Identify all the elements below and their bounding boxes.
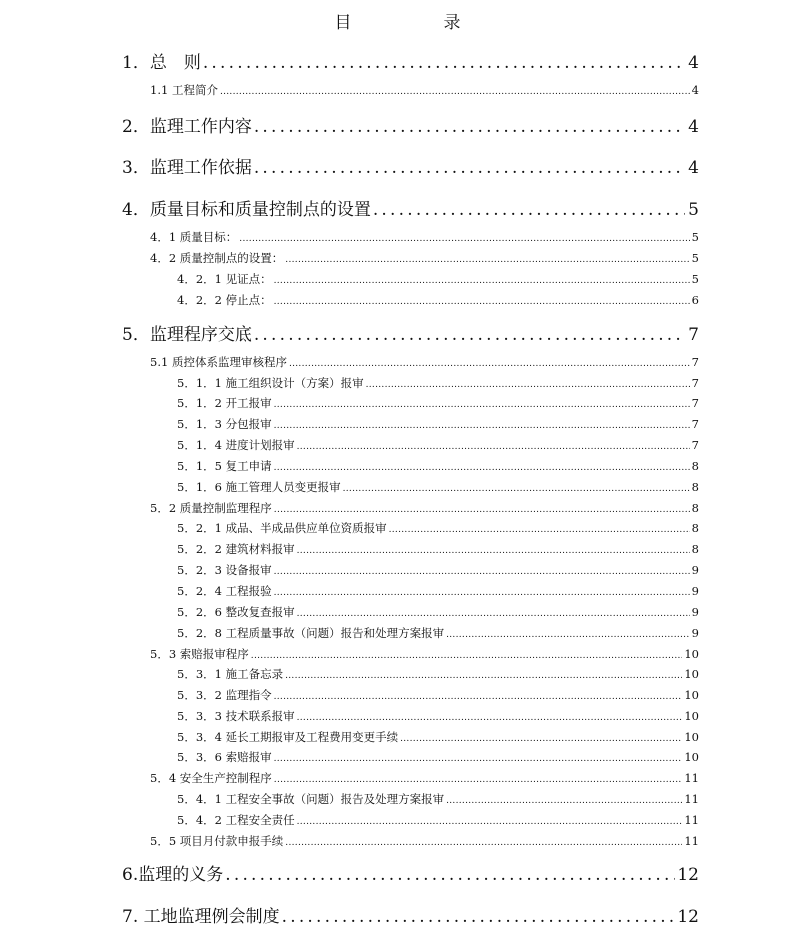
toc-entry-5-1[interactable] (150, 354, 699, 370)
toc-entry-1[interactable] (122, 48, 699, 72)
toc-entry-page: 10 (684, 667, 699, 681)
toc-entry-page: 11 (684, 813, 699, 827)
leader-dots (274, 775, 683, 785)
toc-entry-label: 5．3 索赔报审程序 (150, 647, 249, 661)
leader-dots (254, 158, 685, 178)
toc-entry-5-2-6[interactable] (177, 604, 699, 620)
toc-entry-label: 5．2．2 建筑材料报审 (177, 542, 295, 556)
toc-entry-label: 5．5 项目月付款申报手续 (150, 834, 284, 848)
toc-entry-5-2-4[interactable] (177, 583, 699, 599)
toc-entry-label: 5．3．2 监理指令 (177, 688, 272, 702)
toc-entry-page: 10 (684, 709, 699, 723)
toc-entry-label: 4．1 质量目标： (150, 230, 238, 244)
leader-dots (274, 567, 690, 577)
leader-dots (254, 325, 685, 345)
leader-dots (285, 255, 689, 265)
toc-title-char-1: 目 (334, 13, 352, 33)
leader-dots (400, 734, 682, 744)
toc-entry-page: 8 (691, 501, 699, 515)
leader-dots (446, 630, 690, 640)
toc-entry-page: 12 (677, 865, 699, 885)
toc-entry-label: 5．2．1 成品、半成品供应单位资质报审 (177, 521, 387, 535)
toc-entry-2[interactable] (122, 112, 699, 136)
toc-entry-5-1-6[interactable] (177, 479, 699, 495)
leader-dots (274, 276, 690, 286)
toc-entry-label: 5．1．3 分包报审 (177, 417, 272, 431)
toc-entry-page: 8 (691, 542, 699, 556)
toc-entry-5-3-3[interactable] (177, 708, 699, 724)
toc-entry-page: 5 (691, 272, 699, 286)
toc-entry-label: 5．1．5 复工申请 (177, 459, 272, 473)
toc-entry-label: 5．3．4 延长工期报审及工程费用变更手续 (177, 730, 399, 744)
toc-entry-1-1[interactable] (150, 82, 699, 98)
toc-entry-label: 5．2．4 工程报验 (177, 584, 272, 598)
toc-entry-5-2-1[interactable] (177, 520, 699, 536)
toc-entry-label: 5．4．2 工程安全责任 (177, 813, 295, 827)
toc-entry-label: 5．1．6 施工管理人员变更报审 (177, 480, 341, 494)
toc-entry-label: 5．3．1 施工备忘录 (177, 667, 284, 681)
toc-entry-label: 6.监理的义务 (122, 865, 224, 885)
toc-entry-page: 7 (691, 438, 699, 452)
toc-entry-page: 10 (684, 688, 699, 702)
toc-entry-page: 10 (684, 730, 699, 744)
toc-entry-label: 7. 工地监理例会制度 (122, 907, 280, 927)
toc-entry-label: 5．2．6 整改复查报审 (177, 605, 295, 619)
toc-entry-page: 8 (691, 459, 699, 473)
leader-dots (297, 817, 683, 827)
toc-entry-label: 5．3．3 技术联系报审 (177, 709, 295, 723)
toc-entry-page: 9 (691, 626, 699, 640)
toc-entry-page: 4 (688, 53, 699, 73)
toc-entry-label: 5．2．3 设备报审 (177, 563, 272, 577)
toc-entry-page: 7 (691, 376, 699, 390)
leader-dots (225, 865, 675, 885)
toc-entry-4-1[interactable] (150, 229, 699, 245)
toc-entry-5-5[interactable] (150, 833, 699, 849)
toc-entry-5-1-5[interactable] (177, 458, 699, 474)
leader-dots (274, 754, 683, 764)
toc-entry-label: 5．4 安全生产控制程序 (150, 771, 272, 785)
toc-entry-label: 5．1．2 开工报审 (177, 396, 272, 410)
toc-entry-page: 7 (691, 396, 699, 410)
toc-entry-label: 4．质量目标和质量控制点的设置 (122, 200, 371, 220)
leader-dots (389, 525, 690, 535)
toc-entry-page: 9 (691, 605, 699, 619)
leader-dots (446, 796, 682, 806)
leader-dots (274, 692, 683, 702)
toc-entry-5-2-3[interactable] (177, 562, 699, 578)
toc-entry-label: 4．2．1 见证点： (177, 272, 272, 286)
toc-entry-5-3-1[interactable] (177, 666, 699, 682)
toc-entry-label: 3．监理工作依据 (122, 158, 252, 178)
leader-dots (285, 838, 682, 848)
toc-entry-5-1-3[interactable] (177, 416, 699, 432)
toc-entry-5-3-4[interactable] (177, 729, 699, 745)
toc-entry-7[interactable] (122, 902, 699, 926)
toc-entry-page: 7 (688, 325, 699, 345)
toc-title-char-2: 录 (443, 13, 461, 33)
toc-entry-5-2[interactable] (150, 500, 699, 516)
leader-dots (274, 400, 690, 410)
leader-dots (203, 53, 685, 73)
toc-entry-page: 5 (688, 200, 699, 220)
toc-entry-label: 2．监理工作内容 (122, 117, 252, 137)
toc-entry-label: 5．2．8 工程质量事故（问题）报告和处理方案报审 (177, 626, 445, 640)
toc-entry-label: 5.1 质控体系监理审核程序 (150, 355, 287, 369)
toc-entry-page: 7 (691, 355, 699, 369)
leader-dots (297, 442, 690, 452)
toc-entry-page: 10 (684, 647, 699, 661)
leader-dots (274, 297, 690, 307)
leader-dots (274, 588, 690, 598)
toc-entry-label: 1.1 工程简介 (150, 83, 218, 97)
toc-entry-4-2-2[interactable] (177, 292, 699, 308)
toc-entry-5-2-8[interactable] (177, 625, 699, 641)
leader-dots (274, 463, 690, 473)
toc-entry-4-2-1[interactable] (177, 271, 699, 287)
leader-dots (254, 117, 685, 137)
toc-entry-page: 8 (691, 521, 699, 535)
leader-dots (297, 713, 683, 723)
toc-entry-page: 4 (691, 83, 699, 97)
toc-entry-page: 10 (684, 750, 699, 764)
toc-entry-page: 7 (691, 417, 699, 431)
toc-entry-label: 5．3．6 索赔报审 (177, 750, 272, 764)
toc-entry-page: 5 (691, 230, 699, 244)
toc-entry-5-2-2[interactable] (177, 541, 699, 557)
toc-entry-label: 5．1．1 施工组织设计（方案）报审 (177, 376, 364, 390)
leader-dots (274, 421, 690, 431)
leader-dots (220, 87, 690, 97)
leader-dots (285, 671, 682, 681)
leader-dots (343, 484, 690, 494)
toc-entry-5-1-2[interactable] (177, 395, 699, 411)
toc-entry-page: 4 (688, 158, 699, 178)
toc-entry-5-3[interactable] (150, 646, 699, 662)
toc-entry-page: 11 (684, 792, 699, 806)
toc-entry-4-2[interactable] (150, 250, 699, 266)
toc-entry-label: 5．监理程序交底 (122, 325, 252, 345)
toc-entry-label: 1．总 则 (122, 53, 201, 73)
toc-entry-label: 4．2．2 停止点： (177, 293, 272, 307)
leader-dots (274, 505, 690, 515)
toc-entry-3[interactable] (122, 153, 699, 177)
toc-entry-label: 5．1．4 进度计划报审 (177, 438, 295, 452)
leader-dots (366, 380, 690, 390)
toc-entry-5-1-4[interactable] (177, 437, 699, 453)
toc-entry-5-3-6[interactable] (177, 749, 699, 765)
toc-entry-5-1-1[interactable] (177, 375, 699, 391)
toc-entry-5-4-1[interactable] (177, 791, 699, 807)
toc-entry-page: 8 (691, 480, 699, 494)
toc-entry-5-4-2[interactable] (177, 812, 699, 828)
toc-entry-page: 5 (691, 251, 699, 265)
toc-entry-5-4[interactable] (150, 770, 699, 786)
toc-entry-label: 4．2 质量控制点的设置： (150, 251, 284, 265)
toc-entry-page: 9 (691, 584, 699, 598)
leader-dots (297, 546, 690, 556)
toc-entry-page: 11 (684, 834, 699, 848)
leader-dots (289, 359, 690, 369)
toc-entry-6[interactable] (122, 860, 699, 884)
toc-entry-page: 4 (688, 117, 699, 137)
toc-entry-page: 6 (691, 293, 699, 307)
leader-dots (239, 234, 689, 244)
leader-dots (282, 907, 676, 927)
leader-dots (297, 609, 690, 619)
toc-entry-4[interactable] (122, 195, 699, 219)
toc-entry-label: 5．4．1 工程安全事故（问题）报告及处理方案报审 (177, 792, 445, 806)
toc-entry-page: 9 (691, 563, 699, 577)
toc-entry-page: 11 (684, 771, 699, 785)
toc-entry-5[interactable] (122, 320, 699, 344)
toc-entry-label: 5．2 质量控制监理程序 (150, 501, 272, 515)
leader-dots (251, 651, 683, 661)
toc-entry-page: 12 (677, 907, 699, 927)
leader-dots (373, 200, 685, 220)
toc-entry-5-3-2[interactable] (177, 687, 699, 703)
